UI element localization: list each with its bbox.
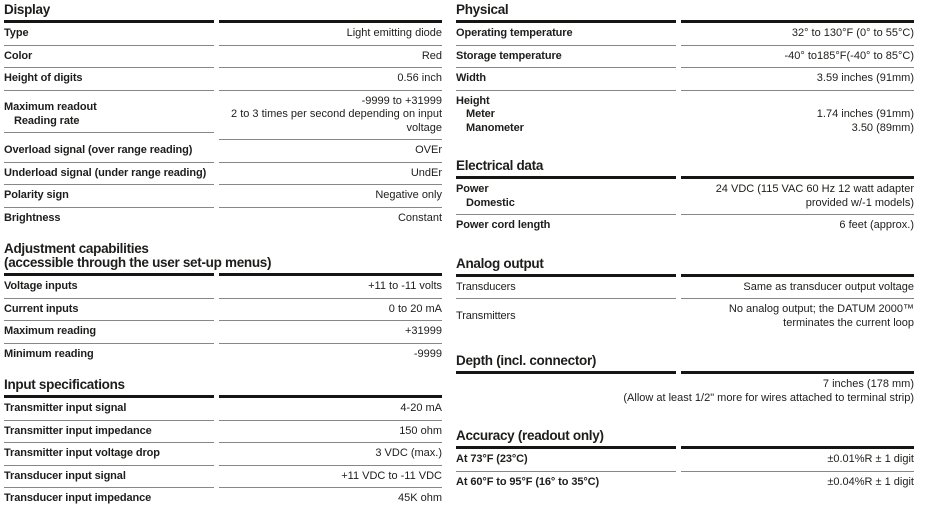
spec-label — [456, 23, 676, 46]
spec-value-line — [681, 95, 914, 109]
spec-label — [456, 179, 676, 215]
spec-label — [4, 163, 214, 186]
spec-value-line: 32° to 130°F (0° to 55°C) — [791, 27, 914, 39]
section-title-line: Adjustment capabilities — [4, 241, 149, 256]
spec-value-line: 3.59 inches (91mm) — [816, 72, 914, 84]
spec-value-line: Constant — [397, 211, 442, 224]
spec-value-line: OVEr — [415, 144, 442, 156]
right-column — [456, 3, 914, 510]
spec-value-line: ±0.04%R ± 1 digit — [827, 475, 914, 488]
spec-value-line: 3.50 (89mm) — [851, 121, 914, 134]
section-input-specifications — [4, 378, 442, 510]
spec-value — [219, 321, 442, 344]
spec-label-line: Transmitter input impedance — [4, 424, 152, 437]
spec-label — [456, 277, 676, 300]
spec-label — [456, 306, 676, 328]
spec-label-line: Maximum reading — [4, 325, 97, 337]
spec-label-line: Color — [4, 49, 33, 62]
section-analog-output — [456, 257, 914, 335]
section-electrical-data — [456, 159, 914, 237]
section-depth-incl-connector — [456, 354, 914, 409]
spec-row — [456, 374, 914, 409]
spec-value-line: 6 feet (approx.) — [839, 219, 914, 231]
spec-row — [4, 276, 442, 299]
spec-row — [456, 215, 914, 237]
spec-row — [4, 421, 442, 444]
section-adjustment-capabilities — [4, 242, 442, 365]
spec-label-line: Transmitter input voltage drop — [4, 447, 160, 459]
section-title — [456, 257, 914, 271]
spec-value-line: ±0.01%R ± 1 digit — [827, 453, 914, 465]
spec-row — [456, 23, 914, 46]
spec-value-line: 4-20 mA — [400, 402, 442, 414]
spec-label-line: Storage temperature — [456, 49, 562, 62]
spec-row — [4, 23, 442, 46]
spec-label — [4, 421, 214, 444]
spec-value-line: +31999 — [404, 325, 442, 337]
section-title — [456, 3, 914, 17]
spec-value — [219, 276, 442, 299]
spec-label — [4, 299, 214, 322]
spec-value — [219, 344, 442, 366]
spec-label — [4, 443, 214, 466]
spec-value — [219, 488, 442, 510]
spec-label-line: Width — [456, 72, 486, 84]
spec-row — [456, 179, 914, 215]
section-title-line: Depth (incl. connector) — [456, 353, 597, 368]
spec-row — [456, 68, 914, 91]
spec-label-line: Underload signal (under range reading) — [4, 166, 207, 179]
spec-value — [219, 185, 442, 208]
spec-label — [4, 23, 214, 46]
spec-label-line: Overload signal (over range reading) — [4, 144, 193, 156]
section-title-line: Display — [4, 2, 50, 17]
spec-value — [219, 23, 442, 46]
spec-label-line: Height of digits — [4, 72, 83, 84]
spec-value-line: 3 VDC (max.) — [375, 447, 442, 459]
spec-value-line: 150 ohm — [399, 424, 442, 437]
spec-label-line: Transmitters — [456, 309, 516, 322]
section-title-line: Accuracy (readout only) — [456, 428, 604, 443]
section-title — [456, 429, 914, 443]
spec-row — [4, 140, 442, 163]
left-column — [4, 3, 442, 510]
spec-value — [219, 466, 442, 489]
spec-label-line: Transducer input signal — [4, 469, 126, 482]
spec-value — [219, 398, 442, 421]
spec-value-line: 2 to 3 times per second depending on input — [231, 108, 442, 120]
spec-label — [456, 68, 676, 91]
spec-row — [4, 466, 442, 489]
spec-row — [456, 449, 914, 472]
spec-label-line: Manometer — [466, 121, 524, 134]
spec-label — [456, 215, 676, 237]
section-title-line: (accessible through the user set-up menus) — [4, 255, 272, 270]
spec-label — [4, 321, 214, 344]
spec-value-line: 24 VDC (115 VAC 60 Hz 12 watt adapter — [715, 183, 914, 195]
spec-label — [4, 46, 214, 69]
spec-label — [456, 472, 676, 494]
spec-value-line: UndEr — [410, 166, 442, 179]
section-accuracy-readout-only — [456, 429, 914, 493]
spec-row — [4, 208, 442, 230]
spec-value — [219, 140, 442, 163]
spec-value — [681, 91, 914, 140]
spec-value — [219, 91, 442, 141]
spec-value — [681, 215, 914, 237]
spec-value — [681, 46, 914, 69]
section-title — [4, 3, 442, 17]
spec-row — [4, 488, 442, 510]
spec-value-line: -9999 to +31999 — [361, 94, 442, 107]
spec-value-line: Light emitting diode — [346, 27, 442, 39]
spec-label-line: Voltage inputs — [4, 280, 78, 292]
spec-label-line: Polarity sign — [4, 189, 69, 201]
spec-label — [456, 46, 676, 69]
spec-value-line: (Allow at least 1/2" more for wires attached to terminal strip) — [623, 391, 914, 404]
spec-value-line: provided w/-1 models) — [805, 196, 914, 209]
section-title-line: Input specifications — [4, 377, 125, 392]
spec-label-line: Brightness — [4, 211, 61, 224]
spec-row — [4, 344, 442, 366]
spec-value — [219, 299, 442, 322]
section-title — [4, 242, 442, 270]
spec-row — [4, 321, 442, 344]
spec-value-line: +11 to -11 volts — [368, 280, 442, 292]
spec-label-line: Operating temperature — [456, 27, 573, 39]
spec-value-line: -9999 — [413, 347, 442, 360]
spec-label — [4, 185, 214, 208]
spec-label-line: Type — [4, 27, 29, 39]
spec-row — [4, 185, 442, 208]
spec-value-line: -40° to185°F(-40° to 85°C) — [784, 49, 914, 62]
spec-row — [4, 163, 442, 186]
spec-value-line: terminates the current loop — [783, 316, 914, 329]
spec-value — [681, 68, 914, 91]
spec-label-line: Maximum readout — [4, 101, 97, 114]
spec-value-line: Red — [421, 49, 442, 62]
spec-value — [681, 23, 914, 46]
spec-label — [4, 466, 214, 489]
spec-value — [681, 299, 914, 334]
spec-value-line: voltage — [406, 121, 442, 134]
spec-label — [456, 449, 676, 472]
spec-label-line: Minimum reading — [4, 347, 94, 360]
spec-row — [4, 68, 442, 91]
spec-label — [456, 91, 676, 140]
spec-value — [219, 163, 442, 186]
spec-value-line: 7 inches (178 mm) — [822, 378, 914, 390]
spec-label-line: At 60°F to 95°F (16° to 35°C) — [456, 475, 600, 488]
section-title — [4, 378, 442, 392]
spec-row — [4, 91, 442, 141]
spec-value-line: 0.56 inch — [397, 72, 442, 84]
section-title — [456, 159, 914, 173]
section-title-line: Electrical data — [456, 158, 544, 173]
spec-value — [219, 68, 442, 91]
spec-label-line: Power cord length — [456, 219, 551, 231]
section-display — [4, 3, 442, 229]
spec-value — [219, 443, 442, 466]
spec-value — [681, 179, 914, 215]
spec-row — [456, 472, 914, 494]
spec-label — [4, 208, 214, 230]
spec-value-line: 1.74 inches (91mm) — [816, 108, 914, 120]
spec-label — [4, 97, 214, 133]
spec-value — [219, 46, 442, 69]
spec-label — [4, 344, 214, 366]
section-title-line: Analog output — [456, 255, 544, 271]
spec-label-line: Current inputs — [4, 302, 79, 315]
spec-label-line: Power — [456, 183, 489, 195]
spec-label — [4, 68, 214, 91]
spec-label-line: Transducers — [456, 280, 516, 293]
section-title — [456, 354, 914, 368]
section-title-line: Physical — [456, 2, 509, 17]
spec-value-line: +11 VDC to -11 VDC — [341, 469, 442, 482]
spec-value-line: 45K ohm — [397, 492, 442, 504]
spec-row — [4, 443, 442, 466]
spec-row — [4, 299, 442, 322]
spec-label-line: Domestic — [466, 196, 515, 209]
spec-label — [4, 140, 214, 163]
spec-row — [456, 299, 914, 334]
spec-label — [4, 276, 214, 299]
spec-label-line: At 73°F (23°C) — [456, 453, 528, 465]
spec-label — [4, 488, 214, 510]
spec-value — [681, 277, 914, 300]
spec-label-line: Height — [456, 94, 490, 107]
spec-label — [4, 398, 214, 421]
section-physical — [456, 3, 914, 139]
spec-label-line: Meter — [466, 108, 495, 120]
spec-label-line: Reading rate — [14, 114, 80, 127]
spec-value — [219, 208, 442, 230]
spec-value — [681, 472, 914, 494]
spec-row — [456, 277, 914, 300]
spec-row — [456, 91, 914, 140]
spec-value-line: Negative only — [375, 189, 442, 201]
spec-label-line: Transmitter input signal — [4, 402, 127, 414]
spec-value — [219, 421, 442, 444]
spec-row — [4, 398, 442, 421]
spec-label-line: Transducer input impedance — [4, 492, 152, 504]
spec-value-line: 0 to 20 mA — [388, 302, 442, 315]
spec-value — [681, 449, 914, 472]
spec-value — [456, 374, 914, 409]
spec-value-line: No analog output; the DATUM 2000™ — [728, 303, 914, 315]
spec-row — [4, 46, 442, 69]
spec-value-line: Same as transducer output voltage — [743, 280, 914, 293]
spec-row — [456, 46, 914, 69]
